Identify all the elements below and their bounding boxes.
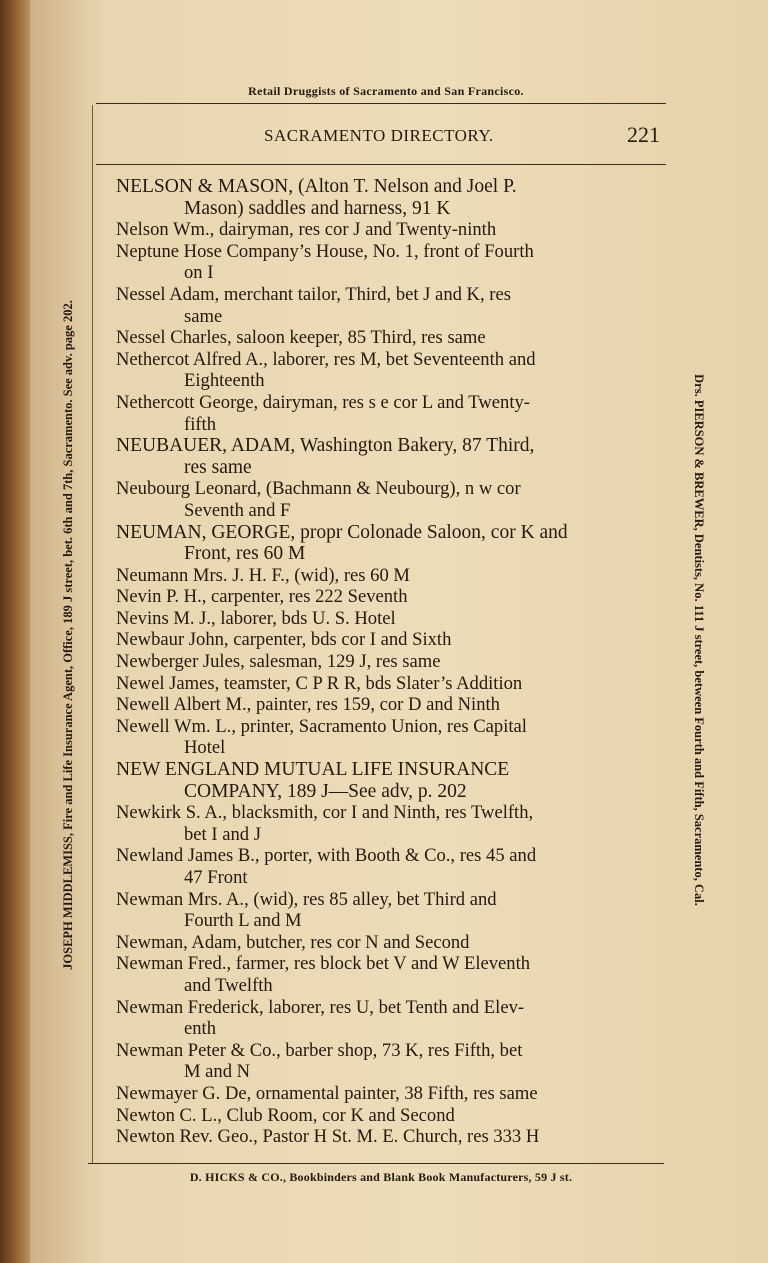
directory-entry: [116, 176, 642, 219]
directory-entry: [116, 953, 642, 996]
entry-line: Newell Albert M., painter, res 159, cor D and Ninth: [116, 694, 500, 716]
directory-entry: [116, 1083, 642, 1105]
left-rule: [92, 105, 93, 1163]
directory-entry: [116, 608, 642, 630]
entry-line: NEW ENGLAND MUTUAL LIFE INSURANCE: [116, 759, 510, 781]
entry-line: Newman, Adam, butcher, res cor N and Second: [116, 931, 470, 953]
directory-entry: [116, 327, 642, 349]
directory-entry: [116, 219, 642, 241]
directory-entry: [116, 565, 642, 587]
directory-entry: [116, 629, 642, 651]
directory-entry: [116, 435, 642, 478]
entry-line: Nelson Wm., dairyman, res cor J and Twenty-ninth: [116, 219, 497, 241]
directory-entry: [116, 759, 642, 802]
directory-entry: [116, 392, 642, 435]
entry-continuation-line: Seventh and F: [184, 499, 291, 521]
entry-continuation-line: res same: [184, 456, 252, 478]
entry-line: Newman Peter & Co., barber shop, 73 K, res Fifth, bet: [116, 1039, 523, 1061]
entry-continuation-line: M and N: [184, 1061, 251, 1083]
entry-continuation-line: and Twelfth: [184, 974, 273, 996]
entry-line: NELSON & MASON, (Alton T. Nelson and Joel P.: [116, 176, 517, 197]
entry-line: Newland James B., porter, with Booth & Co., res 45 and: [116, 845, 537, 867]
directory-entry: [116, 997, 642, 1040]
entry-line: Newkirk S. A., blacksmith, cor I and Ninth, res Twelfth,: [116, 802, 534, 824]
entry-line: Newel James, teamster, C P R R, bds Slater’s Addition: [116, 672, 523, 694]
entry-line: NEUMAN, GEORGE, propr Colonade Saloon, cor K and: [116, 521, 568, 543]
running-head: [96, 103, 666, 165]
directory-entry: [116, 651, 642, 673]
bottom-rule: [88, 1163, 664, 1164]
directory-entry: [116, 349, 642, 392]
entry-line: Newmayer G. De, ornamental painter, 38 Fifth, res same: [116, 1082, 538, 1104]
entry-line: Nevins M. J., laborer, bds U. S. Hotel: [116, 607, 396, 629]
entry-line: Nessel Adam, merchant tailor, Third, bet J and K, res: [116, 283, 511, 305]
directory-entry: [116, 1105, 642, 1127]
entry-continuation-line: bet I and J: [184, 823, 261, 845]
entry-line: Newman Mrs. A., (wid), res 85 alley, bet Third and: [116, 888, 497, 910]
entry-continuation-line: same: [184, 305, 223, 327]
entry-line: Newman Frederick, laborer, res U, bet Tenth and Elev-: [116, 996, 525, 1018]
right-margin-advert: Drs. PIERSON & BREWER, Dentists, No. 111 J street, between Fourth and Fifth, Sacramento, Cal.: [692, 374, 706, 906]
directory-entry: [116, 845, 642, 888]
entry-line: Newbaur John, carpenter, bds cor I and Sixth: [116, 629, 452, 651]
entry-continuation-line: Front, res 60 M: [184, 543, 306, 565]
directory-entry: [116, 1126, 642, 1148]
entry-continuation-line: enth: [184, 1018, 217, 1040]
entry-line: Neumann Mrs. J. H. F., (wid), res 60 M: [116, 564, 410, 586]
entry-line: Newberger Jules, salesman, 129 J, res same: [116, 651, 441, 673]
directory-entry: [116, 673, 642, 695]
directory-entry: [116, 716, 642, 759]
directory-entry: [116, 694, 642, 716]
entry-line: NEUBAUER, ADAM, Washington Bakery, 87 Third,: [116, 435, 535, 457]
page-number: 221: [627, 122, 660, 147]
left-margin-advert: JOSEPH MIDDLEMISS, Fire and Life Insurance Agent, Office, 189 J street, bet. 6th and 7th, Sacramento. See adv. page 202.: [61, 300, 75, 970]
entry-line: Nevin P. H., carpenter, res 222 Seventh: [116, 586, 408, 608]
directory-entry: [116, 241, 642, 284]
entry-continuation-line: on I: [184, 262, 214, 284]
entry-continuation-line: Eighteenth: [184, 370, 265, 392]
entry-continuation-line: Fourth L and M: [184, 910, 302, 932]
directory-entry: [116, 932, 642, 954]
directory-entry: [116, 586, 642, 608]
directory-entry: [116, 889, 642, 932]
directory-entry: [116, 522, 642, 565]
directory-entries: [116, 176, 642, 1148]
directory-entry: [116, 802, 642, 845]
page-title: SACRAMENTO DIRECTORY.: [264, 126, 494, 145]
directory-entry: [116, 1040, 642, 1083]
entry-continuation-line: Hotel: [184, 737, 226, 759]
entry-line: Nethercot Alfred A., laborer, res M, bet Seventeenth and: [116, 348, 536, 370]
directory-entry: [116, 284, 642, 327]
entry-continuation-line: COMPANY, 189 J—See adv, p. 202: [184, 780, 467, 802]
entry-continuation-line: Mason) saddles and harness, 91 K: [184, 197, 451, 219]
entry-line: Nethercott George, dairyman, res s e cor L and Twenty-: [116, 391, 530, 413]
entry-line: Newman Fred., farmer, res block bet V and W Eleventh: [116, 953, 531, 975]
entry-continuation-line: fifth: [184, 413, 217, 435]
entry-line: Neptune Hose Company’s House, No. 1, front of Fourth: [116, 240, 534, 262]
bottom-advert: D. HICKS & CO., Bookbinders and Blank Book Manufacturers, 59 J st.: [189, 1170, 573, 1184]
entry-line: Newton C. L., Club Room, cor K and Second: [116, 1104, 455, 1126]
entry-line: Newell Wm. L., printer, Sacramento Union, res Capital: [116, 715, 527, 737]
entry-line: Newton Rev. Geo., Pastor H St. M. E. Church, res 333 H: [116, 1126, 540, 1148]
top-advert: Retail Druggists of Sacramento and San Francisco.: [248, 84, 524, 98]
entry-continuation-line: 47 Front: [184, 867, 248, 888]
entry-line: Nessel Charles, saloon keeper, 85 Third, res same: [116, 327, 486, 349]
directory-entry: [116, 478, 642, 521]
entry-line: Neubourg Leonard, (Bachmann & Neubourg), n w cor: [116, 478, 521, 500]
